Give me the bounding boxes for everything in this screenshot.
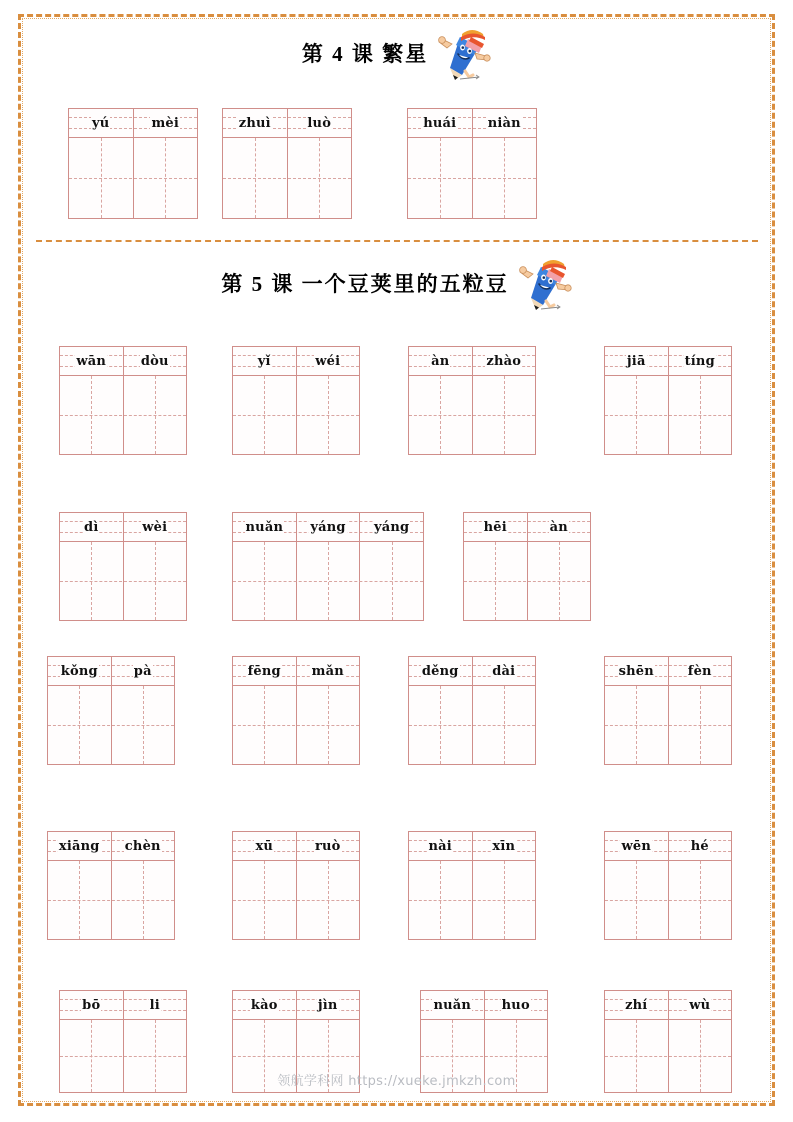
pinyin-syllable: yǐ xyxy=(257,353,271,369)
pinyin-guide-strip xyxy=(60,347,186,376)
tianzige-writing-strip[interactable] xyxy=(408,138,536,218)
tianzige-cell[interactable] xyxy=(297,861,360,939)
pinyin-cell xyxy=(297,513,361,541)
pinyin-syllable: jiā xyxy=(626,353,646,369)
tianzige-writing-strip[interactable] xyxy=(233,542,423,620)
page-title: 第 4 课 繁星 xyxy=(301,42,429,66)
lesson-title-row xyxy=(36,252,758,314)
word-entry[interactable] xyxy=(232,346,360,455)
pinyin-cell xyxy=(473,109,537,137)
tianzige-writing-strip[interactable] xyxy=(605,861,731,939)
pinyin-syllable: yáng xyxy=(310,519,346,535)
pinyin-guide-strip xyxy=(48,832,174,861)
tianzige-writing-strip[interactable] xyxy=(409,861,535,939)
pinyin-cell xyxy=(669,991,732,1019)
pinyin-guide-strip xyxy=(409,657,535,686)
pinyin-guide-strip xyxy=(233,991,359,1020)
tianzige-cell[interactable] xyxy=(124,376,187,454)
word-entry[interactable] xyxy=(47,656,175,765)
tianzige-writing-strip[interactable] xyxy=(233,861,359,939)
tianzige-writing-strip[interactable] xyxy=(60,542,186,620)
tianzige-cell[interactable] xyxy=(669,686,732,764)
pinyin-cell xyxy=(124,991,187,1019)
pinyin-cell xyxy=(233,347,297,375)
pinyin-guide-strip xyxy=(233,347,359,376)
pinyin-cell xyxy=(233,832,297,860)
word-entry[interactable] xyxy=(68,108,198,219)
word-entry[interactable] xyxy=(47,831,175,940)
tianzige-cell[interactable] xyxy=(669,376,732,454)
pinyin-syllable: wéi xyxy=(315,353,341,369)
pencil-mascot-icon xyxy=(519,255,573,311)
pinyin-cell xyxy=(297,347,360,375)
pinyin-cell xyxy=(233,991,297,1019)
pinyin-cell xyxy=(605,832,669,860)
pinyin-cell xyxy=(112,832,175,860)
lesson-section-4 xyxy=(36,22,758,84)
pinyin-guide-strip xyxy=(605,991,731,1020)
tianzige-writing-strip[interactable] xyxy=(48,686,174,764)
tianzige-cell[interactable] xyxy=(60,542,124,620)
pinyin-guide-strip xyxy=(69,109,197,138)
tianzige-writing-strip[interactable] xyxy=(233,686,359,764)
tianzige-cell[interactable] xyxy=(409,376,473,454)
tianzige-cell[interactable] xyxy=(233,861,297,939)
pinyin-syllable: mèi xyxy=(151,115,180,131)
tianzige-cell[interactable] xyxy=(48,686,112,764)
pinyin-syllable: dì xyxy=(84,519,99,535)
pinyin-syllable: wān xyxy=(76,353,107,369)
pinyin-cell xyxy=(48,832,112,860)
pinyin-syllable: dòu xyxy=(140,353,169,369)
pinyin-syllable: kào xyxy=(250,997,278,1013)
pinyin-cell xyxy=(669,832,732,860)
pinyin-syllable: jìn xyxy=(317,997,338,1013)
tianzige-cell[interactable] xyxy=(528,542,591,620)
pinyin-syllable: àn xyxy=(431,353,450,369)
page-title: 第 5 课 一个豆荚里的五粒豆 xyxy=(221,272,509,296)
pinyin-syllable: huái xyxy=(423,115,457,131)
pinyin-guide-strip xyxy=(409,832,535,861)
pinyin-syllable: nuǎn xyxy=(245,519,284,535)
tianzige-cell[interactable] xyxy=(464,542,528,620)
pinyin-syllable: nuǎn xyxy=(433,997,472,1013)
pinyin-cell xyxy=(473,657,536,685)
word-entry[interactable] xyxy=(408,346,536,455)
pinyin-cell xyxy=(233,657,297,685)
pinyin-cell xyxy=(223,109,288,137)
lesson-title-row xyxy=(36,22,758,84)
pinyin-syllable: tíng xyxy=(684,353,715,369)
tianzige-cell[interactable] xyxy=(605,686,669,764)
pinyin-cell xyxy=(409,347,473,375)
word-entry[interactable] xyxy=(604,831,732,940)
pinyin-syllable: luò xyxy=(307,115,332,131)
tianzige-writing-strip[interactable] xyxy=(60,376,186,454)
word-entry[interactable] xyxy=(232,512,424,621)
pinyin-guide-strip xyxy=(408,109,536,138)
tianzige-writing-strip[interactable] xyxy=(409,686,535,764)
word-entry[interactable] xyxy=(604,346,732,455)
tianzige-cell[interactable] xyxy=(60,376,124,454)
pinyin-syllable: xiāng xyxy=(58,838,100,854)
pinyin-cell xyxy=(528,513,591,541)
tianzige-cell[interactable] xyxy=(409,861,473,939)
tianzige-writing-strip[interactable] xyxy=(605,686,731,764)
pinyin-cell xyxy=(124,347,187,375)
word-entry[interactable] xyxy=(407,108,537,219)
pinyin-cell xyxy=(421,991,485,1019)
tianzige-cell[interactable] xyxy=(48,861,112,939)
pinyin-syllable: wēn xyxy=(621,838,651,854)
tianzige-cell[interactable] xyxy=(473,861,536,939)
word-entry[interactable] xyxy=(604,656,732,765)
tianzige-cell[interactable] xyxy=(288,138,352,218)
pinyin-syllable: zhí xyxy=(625,997,648,1013)
pinyin-cell xyxy=(297,832,360,860)
pinyin-syllable: shēn xyxy=(618,663,654,679)
word-entry[interactable] xyxy=(59,512,187,621)
pinyin-syllable: yáng xyxy=(374,519,410,535)
pinyin-cell xyxy=(605,347,669,375)
lesson-section-5 xyxy=(36,252,758,314)
tianzige-cell[interactable] xyxy=(409,686,473,764)
pinyin-guide-strip xyxy=(60,991,186,1020)
word-entry[interactable] xyxy=(232,656,360,765)
pinyin-cell xyxy=(669,347,732,375)
section-divider xyxy=(36,240,758,242)
site-watermark: 领航学科网 https://xueke.jmkzh.com xyxy=(277,1074,516,1089)
pinyin-syllable: nài xyxy=(428,838,452,854)
pinyin-cell xyxy=(69,109,134,137)
tianzige-cell[interactable] xyxy=(297,686,360,764)
pinyin-syllable: dài xyxy=(492,663,516,679)
tianzige-writing-strip[interactable] xyxy=(409,376,535,454)
pinyin-cell xyxy=(473,347,536,375)
pinyin-syllable: pà xyxy=(133,663,152,679)
pinyin-guide-strip xyxy=(605,832,731,861)
pinyin-syllable: huo xyxy=(501,997,530,1013)
pinyin-syllable: wèi xyxy=(142,519,168,535)
tianzige-writing-strip[interactable] xyxy=(48,861,174,939)
pinyin-cell xyxy=(473,832,536,860)
tianzige-cell[interactable] xyxy=(473,686,536,764)
pinyin-cell xyxy=(60,513,124,541)
pinyin-syllable: zhào xyxy=(486,353,522,369)
pinyin-cell xyxy=(233,513,297,541)
tianzige-cell[interactable] xyxy=(360,542,423,620)
pinyin-cell xyxy=(288,109,352,137)
pinyin-cell xyxy=(464,513,528,541)
pinyin-guide-strip xyxy=(464,513,590,542)
tianzige-writing-strip[interactable] xyxy=(233,376,359,454)
pinyin-cell xyxy=(408,109,473,137)
pinyin-cell xyxy=(669,657,732,685)
pinyin-guide-strip xyxy=(421,991,547,1020)
tianzige-writing-strip[interactable] xyxy=(464,542,590,620)
pinyin-syllable: xū xyxy=(255,838,274,854)
tianzige-cell[interactable] xyxy=(112,686,175,764)
tianzige-cell[interactable] xyxy=(297,542,361,620)
word-entry[interactable] xyxy=(232,831,360,940)
tianzige-cell[interactable] xyxy=(669,861,732,939)
pinyin-syllable: bō xyxy=(82,997,101,1013)
pinyin-cell xyxy=(60,347,124,375)
pinyin-guide-strip xyxy=(60,513,186,542)
pinyin-syllable: chèn xyxy=(124,838,161,854)
pinyin-syllable: xīn xyxy=(492,838,516,854)
tianzige-cell[interactable] xyxy=(473,138,537,218)
pinyin-syllable: kǒng xyxy=(60,663,98,679)
pinyin-syllable: hé xyxy=(690,838,709,854)
tianzige-cell[interactable] xyxy=(112,861,175,939)
word-entry[interactable] xyxy=(408,656,536,765)
tianzige-cell[interactable] xyxy=(473,376,536,454)
pinyin-cell xyxy=(48,657,112,685)
pinyin-syllable: niàn xyxy=(487,115,521,131)
word-entry[interactable] xyxy=(222,108,352,219)
tianzige-cell[interactable] xyxy=(408,138,473,218)
pinyin-cell xyxy=(409,832,473,860)
pinyin-syllable: děng xyxy=(421,663,459,679)
word-entry[interactable] xyxy=(59,346,187,455)
pinyin-cell xyxy=(360,513,423,541)
pinyin-cell xyxy=(297,991,360,1019)
pinyin-syllable: wù xyxy=(689,997,711,1013)
tianzige-writing-strip[interactable] xyxy=(605,376,731,454)
pinyin-cell xyxy=(409,657,473,685)
pinyin-cell xyxy=(297,657,360,685)
pinyin-cell xyxy=(112,657,175,685)
pinyin-guide-strip xyxy=(409,347,535,376)
word-entry[interactable] xyxy=(463,512,591,621)
pinyin-cell xyxy=(60,991,124,1019)
tianzige-cell[interactable] xyxy=(605,376,669,454)
pinyin-cell xyxy=(134,109,198,137)
pinyin-syllable: hēi xyxy=(483,519,507,535)
tianzige-cell[interactable] xyxy=(233,542,297,620)
pinyin-syllable: li xyxy=(149,997,160,1013)
pinyin-guide-strip xyxy=(48,657,174,686)
pinyin-cell xyxy=(485,991,548,1019)
pinyin-syllable: ruò xyxy=(314,838,341,854)
pinyin-syllable: zhuì xyxy=(238,115,271,131)
pinyin-syllable: mǎn xyxy=(311,663,344,679)
pinyin-cell xyxy=(605,657,669,685)
pinyin-cell xyxy=(605,991,669,1019)
tianzige-cell[interactable] xyxy=(605,861,669,939)
tianzige-writing-strip[interactable] xyxy=(223,138,351,218)
tianzige-cell[interactable] xyxy=(233,686,297,764)
pinyin-guide-strip xyxy=(233,832,359,861)
word-entry[interactable] xyxy=(408,831,536,940)
tianzige-cell[interactable] xyxy=(297,376,360,454)
pinyin-syllable: yú xyxy=(92,115,110,131)
tianzige-cell[interactable] xyxy=(124,542,187,620)
pinyin-syllable: fēng xyxy=(247,663,281,679)
pinyin-guide-strip xyxy=(605,347,731,376)
tianzige-cell[interactable] xyxy=(223,138,288,218)
pinyin-guide-strip xyxy=(605,657,731,686)
pinyin-guide-strip xyxy=(223,109,351,138)
tianzige-cell[interactable] xyxy=(134,138,198,218)
pinyin-cell xyxy=(124,513,187,541)
tianzige-writing-strip[interactable] xyxy=(69,138,197,218)
pinyin-syllable: àn xyxy=(549,519,568,535)
pinyin-guide-strip xyxy=(233,513,423,542)
pinyin-syllable: fèn xyxy=(687,663,712,679)
pinyin-guide-strip xyxy=(233,657,359,686)
tianzige-cell[interactable] xyxy=(233,376,297,454)
pencil-mascot-icon xyxy=(438,25,492,81)
tianzige-cell[interactable] xyxy=(69,138,134,218)
